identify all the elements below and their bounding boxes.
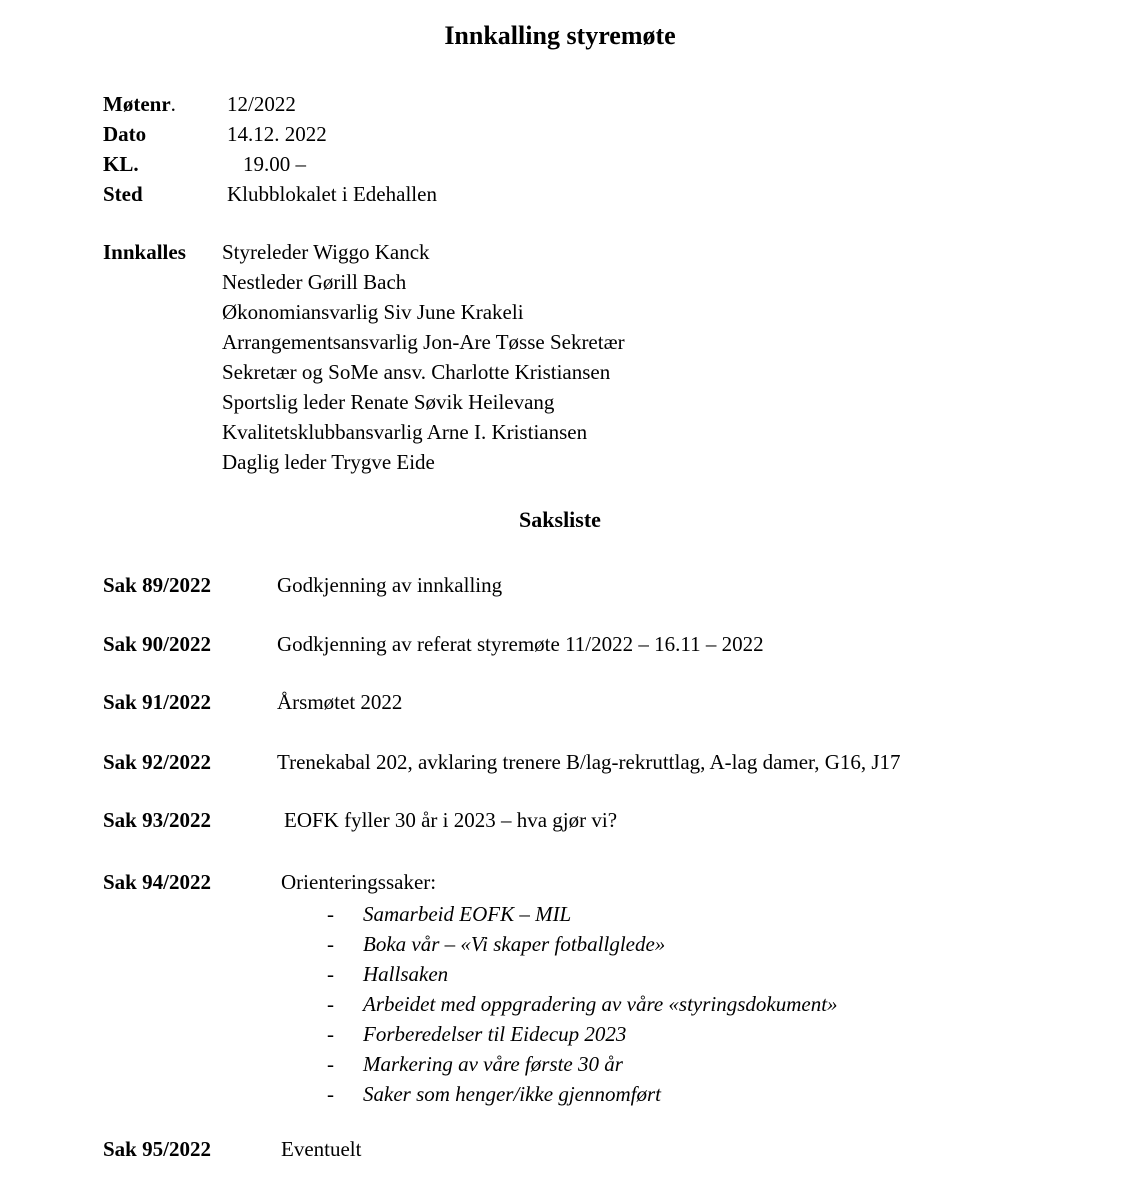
dash-bullet: - — [327, 992, 334, 1016]
sak-number: Sak 93/2022 — [103, 808, 211, 832]
invitee-name: Nestleder Gørill Bach — [222, 270, 407, 294]
sub-item-text: Samarbeid EOFK – MIL — [363, 902, 572, 926]
sub-item — [327, 899, 838, 929]
sub-item — [327, 989, 838, 1019]
meta-row-kl — [103, 149, 437, 179]
invitee-name: Økonomiansvarlig Siv June Krakeli — [222, 300, 524, 324]
invitee-name: Daglig leder Trygve Eide — [222, 450, 435, 474]
sub-item — [327, 959, 838, 989]
invitees-list — [222, 237, 625, 477]
sub-item — [327, 1079, 838, 1109]
dash-bullet: - — [327, 1082, 334, 1106]
sub-item-text: Hallsaken — [363, 962, 449, 986]
sub-item-text: Forberedelser til Eidecup 2023 — [363, 1022, 627, 1046]
sub-item — [327, 1049, 838, 1079]
invitee-name: Arrangementsansvarlig Jon-Are Tøsse Sekretær — [222, 330, 625, 354]
sak-description: Godkjenning av referat styremøte 11/2022 – 16.11 – 2022 — [277, 632, 764, 656]
sub-item — [327, 929, 838, 959]
agenda-item-sak-90 — [103, 629, 1113, 659]
agenda-item-sak-89 — [103, 570, 1113, 600]
agenda-item-sak-92 — [103, 747, 1113, 777]
sak-description: EOFK fyller 30 år i 2023 – hva gjør vi? — [284, 808, 618, 832]
meta-row-motenr — [103, 89, 437, 119]
sak-description: Orienteringssaker: — [281, 870, 437, 894]
meta-section — [103, 89, 437, 209]
dash-bullet: - — [327, 962, 334, 986]
meta-value: 12/2022 — [227, 92, 296, 116]
agenda-heading: Saksliste — [519, 507, 601, 532]
invitees-section — [103, 237, 625, 477]
sak-description: Trenekabal 202, avklaring trenere B/lag-rekruttlag, A-lag damer, G16, J17 — [277, 750, 901, 774]
sak-number: Sak 91/2022 — [103, 690, 211, 714]
meta-label: Sted — [103, 182, 143, 206]
sub-item-text: Boka vår – «Vi skaper fotballglede» — [363, 932, 666, 956]
sak-description: Årsmøtet 2022 — [277, 690, 403, 714]
invitee-name: Kvalitetsklubbansvarlig Arne I. Kristiansen — [222, 420, 588, 444]
sak-description: Eventuelt — [281, 1137, 362, 1161]
meta-value: 19.00 – — [243, 152, 306, 176]
meta-label: KL. — [103, 152, 139, 176]
sak-number: Sak 89/2022 — [103, 573, 211, 597]
invitee-name: Styreleder Wiggo Kanck — [222, 240, 430, 264]
meta-row-dato — [103, 119, 437, 149]
sak-description: Godkjenning av innkalling — [277, 573, 503, 597]
sub-item-text: Saker som henger/ikke gjennomført — [363, 1082, 662, 1106]
meta-value: Klubblokalet i Edehallen — [227, 182, 437, 206]
invitees-label: Innkalles — [103, 240, 186, 264]
sak-number: Sak 94/2022 — [103, 870, 211, 894]
invitee-name: Sekretær og SoMe ansv. Charlotte Kristiansen — [222, 360, 611, 384]
invitee-name: Sportslig leder Renate Søvik Heilevang — [222, 390, 555, 414]
dash-bullet: - — [327, 1022, 334, 1046]
meta-label: Møtenr. — [103, 92, 176, 116]
sak-number: Sak 95/2022 — [103, 1137, 211, 1161]
agenda-item-sak-95 — [103, 1134, 1113, 1164]
sak-number: Sak 90/2022 — [103, 632, 211, 656]
dash-bullet: - — [327, 932, 334, 956]
agenda-item-sak-91 — [103, 687, 1113, 717]
meta-label: Dato — [103, 122, 147, 146]
agenda-item-sak-93 — [103, 805, 1113, 835]
meta-value: 14.12. 2022 — [227, 122, 327, 146]
meta-row-sted — [103, 179, 437, 209]
orientation-sub-items — [327, 899, 838, 1109]
sub-item — [327, 1019, 838, 1049]
sak-number: Sak 92/2022 — [103, 750, 211, 774]
dash-bullet: - — [327, 902, 334, 926]
sub-item-text: Markering av våre første 30 år — [363, 1052, 623, 1076]
sub-item-text: Arbeidet med oppgradering av våre «styringsdokument» — [363, 992, 838, 1016]
dash-bullet: - — [327, 1052, 334, 1076]
agenda-item-sak-94 — [103, 867, 1113, 897]
document-title: Innkalling styremøte — [444, 21, 676, 50]
